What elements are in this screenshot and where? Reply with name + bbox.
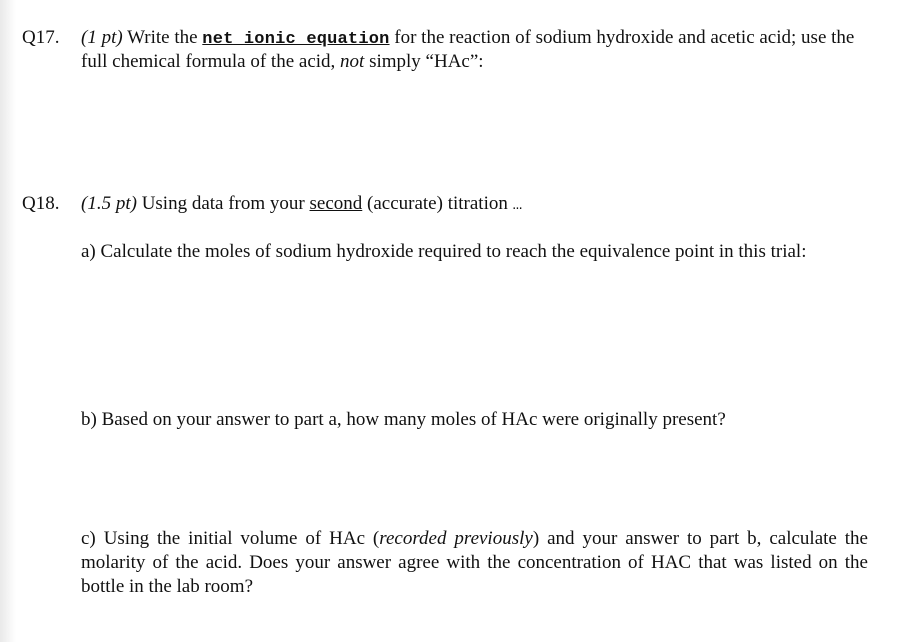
page-edge-shadow [0, 0, 16, 642]
q17-prompt-line-1 [81, 26, 854, 52]
q18-text-before: Using data from your [136, 193, 310, 214]
q18-prompt [81, 192, 522, 217]
q18-part-c-after: ) and your answer to part b, calculate the molarity of the acid. Does your answer agree with the concentration of HAC that was listed on the bottle in the lab room? [81, 528, 868, 597]
q17-text-before: Write the [122, 27, 203, 48]
q17-line2-after: simply “HAc”: [364, 51, 484, 72]
q18-text-after: (accurate) titration [362, 193, 513, 214]
q17-points: (1 pt) [81, 27, 123, 48]
q18-ellipsis: … [512, 196, 523, 214]
q17-text-after: for the reaction of sodium hydroxide and acetic acid; use the [389, 27, 855, 48]
q18-part-c-italic: recorded previously [379, 528, 533, 549]
q18-points: (1.5 pt) [81, 193, 137, 214]
q18-part-a: a) Calculate the moles of sodium hydroxide required to reach the equivalence point in this trial: [81, 241, 807, 262]
q17-net-ionic-equation: net ionic equation [202, 30, 390, 49]
q17-line2-italic: not [340, 51, 365, 72]
q18-part-b: b) Based on your answer to part a, how many moles of HAc were originally present? [81, 409, 726, 430]
q18-number: Q18. [22, 193, 60, 214]
q18-second-underlined: second [309, 193, 363, 214]
q17-prompt-line-2 [81, 50, 484, 74]
q17-line2-before: full chemical formula of the acid, [81, 51, 341, 72]
q17-number: Q17. [22, 27, 60, 48]
q18-part-c [81, 527, 868, 599]
q18-part-c-before: c) Using the initial volume of HAc ( [81, 528, 380, 549]
